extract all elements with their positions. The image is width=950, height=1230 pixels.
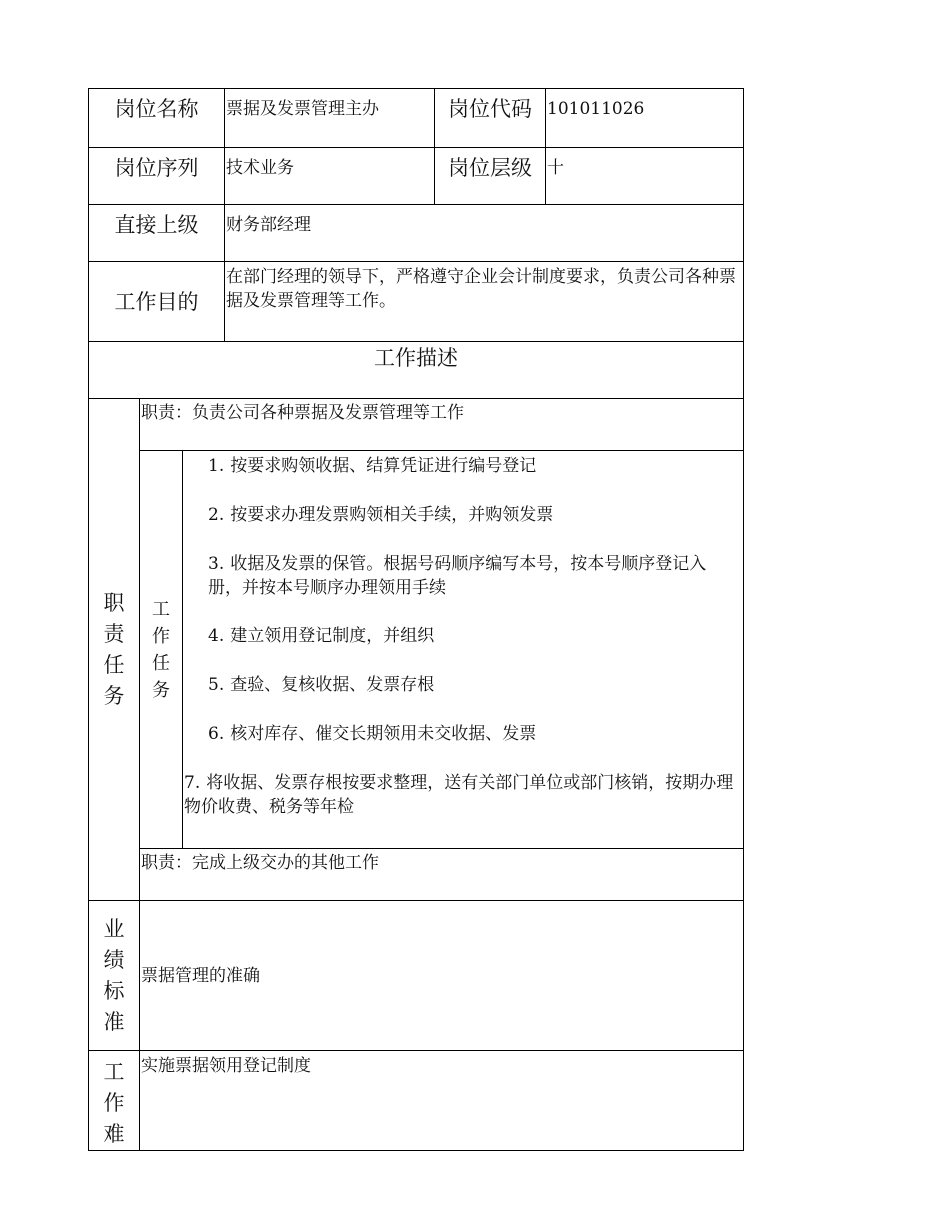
task-text: 查验、复核收据、发票存根 bbox=[230, 675, 435, 695]
row-position-series bbox=[89, 148, 744, 205]
task-number: 1. bbox=[208, 456, 225, 476]
performance-label-char: 业 bbox=[103, 916, 125, 941]
duties-label bbox=[89, 399, 140, 901]
performance-label-char: 绩 bbox=[103, 947, 125, 972]
difficulty-label bbox=[89, 1051, 140, 1151]
duty-1-text: 职责：负责公司各种票据及发票管理等工作 bbox=[140, 399, 744, 451]
difficulty-value: 实施票据领用登记制度 bbox=[140, 1051, 744, 1151]
task-item bbox=[183, 503, 743, 527]
row-purpose bbox=[89, 262, 744, 342]
task-text: 收据及发票的保管。根据号码顺序编写本号，按本号顺序登记入册，并按本号顺序办理领用手续 bbox=[208, 554, 707, 598]
row-difficulty bbox=[89, 1051, 744, 1151]
duties-label-char: 责 bbox=[103, 621, 125, 646]
task-number: 6. bbox=[208, 724, 225, 744]
tasks-label-char: 工 bbox=[152, 598, 170, 620]
tasks-label-char: 作 bbox=[152, 625, 170, 647]
position-level-value: 十 bbox=[546, 148, 744, 205]
tasks-label-char: 任 bbox=[152, 652, 170, 674]
row-duty-2 bbox=[89, 849, 744, 901]
task-item bbox=[183, 552, 743, 600]
row-performance bbox=[89, 901, 744, 1051]
task-number: 7. bbox=[184, 773, 201, 793]
purpose-value: 在部门经理的领导下，严格遵守企业会计制度要求，负责公司各种票据及发票管理等工作。 bbox=[225, 262, 744, 342]
task-item bbox=[183, 624, 743, 648]
performance-label bbox=[89, 901, 140, 1051]
task-number: 3. bbox=[208, 554, 225, 574]
supervisor-value: 财务部经理 bbox=[225, 205, 744, 262]
task-item bbox=[183, 771, 743, 819]
row-duty-1 bbox=[89, 399, 744, 451]
task-text: 按要求购领收据、结算凭证进行编号登记 bbox=[230, 456, 537, 476]
position-name-label: 岗位名称 bbox=[89, 89, 225, 148]
duties-label-char: 务 bbox=[103, 683, 125, 708]
difficulty-label-char: 难 bbox=[103, 1122, 125, 1146]
position-series-label: 岗位序列 bbox=[89, 148, 225, 205]
position-code-value: 101011026 bbox=[546, 89, 744, 148]
task-number: 2. bbox=[208, 505, 225, 525]
task-item bbox=[183, 454, 743, 478]
difficulty-label-char: 作 bbox=[103, 1091, 125, 1115]
task-item bbox=[183, 673, 743, 697]
task-text: 建立领用登记制度，并组织 bbox=[230, 626, 435, 646]
duty-2-text: 职责：完成上级交办的其他工作 bbox=[140, 849, 744, 901]
task-number: 5. bbox=[208, 675, 225, 695]
task-text: 核对库存、催交长期领用未交收据、发票 bbox=[230, 724, 537, 744]
position-series-value: 技术业务 bbox=[225, 148, 435, 205]
row-supervisor bbox=[89, 205, 744, 262]
tasks-list bbox=[183, 451, 744, 849]
tasks-label bbox=[140, 451, 183, 849]
description-title: 工作描述 bbox=[89, 342, 744, 399]
purpose-label: 工作目的 bbox=[89, 262, 225, 342]
performance-label-char: 准 bbox=[103, 1009, 125, 1034]
position-level-label: 岗位层级 bbox=[435, 148, 546, 205]
performance-value: 票据管理的准确 bbox=[140, 901, 744, 1051]
supervisor-label: 直接上级 bbox=[89, 205, 225, 262]
job-description-table bbox=[88, 88, 744, 1151]
difficulty-label-char: 工 bbox=[103, 1060, 125, 1084]
row-tasks bbox=[89, 451, 744, 849]
row-position-name bbox=[89, 89, 744, 148]
row-description-title bbox=[89, 342, 744, 399]
task-text: 按要求办理发票购领相关手续，并购领发票 bbox=[230, 505, 554, 525]
task-item bbox=[183, 722, 743, 746]
position-name-value: 票据及发票管理主办 bbox=[225, 89, 435, 148]
task-number: 4. bbox=[208, 626, 225, 646]
duties-label-char: 职 bbox=[103, 590, 125, 615]
tasks-label-char: 务 bbox=[152, 679, 170, 701]
position-code-label: 岗位代码 bbox=[435, 89, 546, 148]
task-text: 将收据、发票存根按要求整理，送有关部门单位或部门核销，按期办理物价收费、税务等年检 bbox=[184, 773, 734, 817]
performance-label-char: 标 bbox=[103, 978, 125, 1003]
duties-label-char: 任 bbox=[103, 652, 125, 677]
